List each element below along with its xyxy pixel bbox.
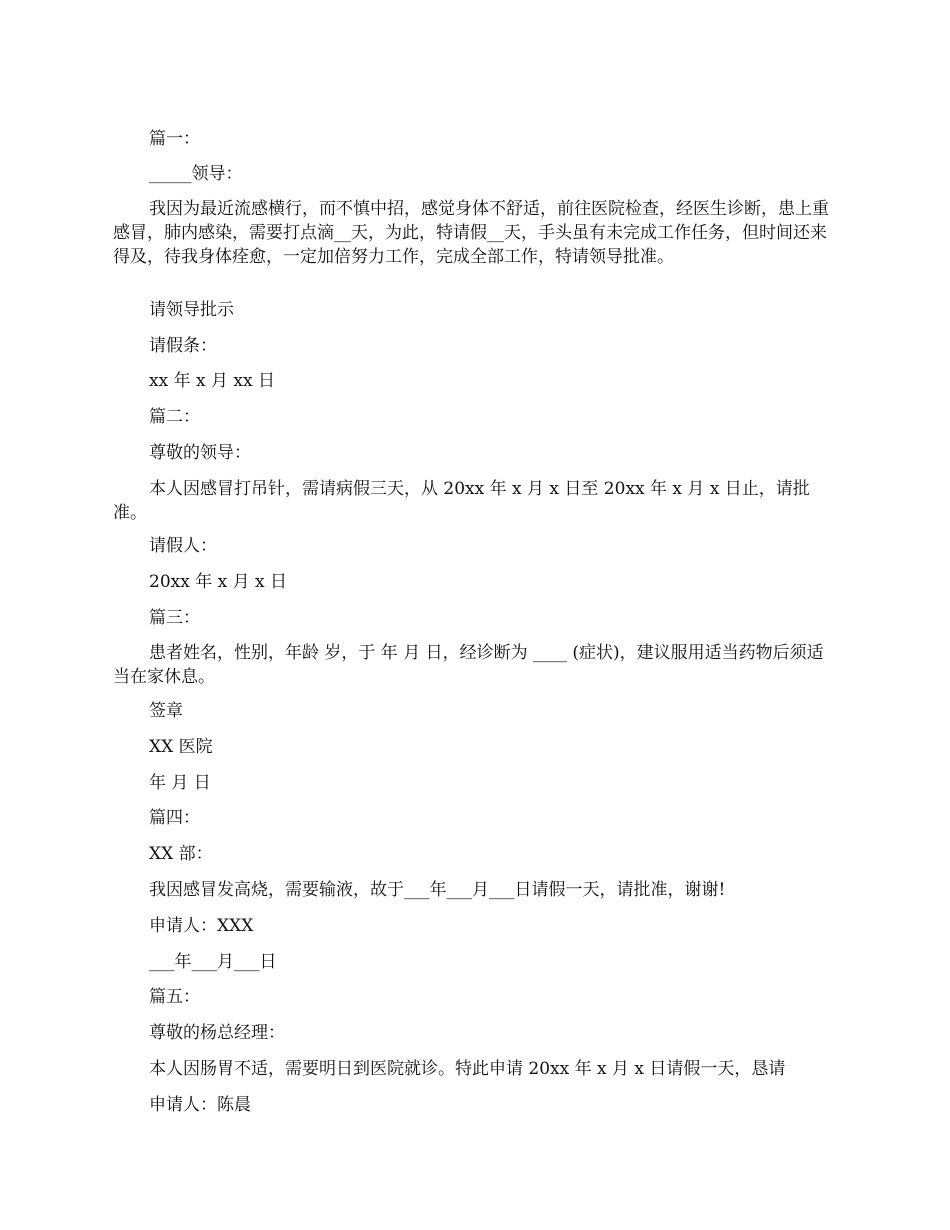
body-paragraph: 本人因肠胃不适，需要明日到医院就诊。特此申请 20xx 年 x 月 x 日请假一天，恳请: [149, 1059, 786, 1079]
hospital-name: XX 医院: [149, 737, 213, 757]
body-paragraph: 患者姓名，性别，年龄 岁，于 年 月 日，经诊断为 ____ (症状)，建议服用适当药物后须适当在家休息。: [113, 643, 824, 687]
leave-note-label: 请假条：: [149, 336, 217, 356]
date-line: 20xx 年 x 月 x 日: [149, 572, 288, 592]
salutation: 尊敬的杨总经理：: [149, 1023, 285, 1043]
department-line: XX 部：: [149, 844, 213, 864]
date-line: ___年___月___日: [149, 952, 277, 972]
section-heading-3: 篇三：: [149, 608, 200, 628]
signature-line: 签章: [149, 701, 183, 721]
body-paragraph: 我因为最近流感横行，而不慎中招，感觉身体不舒适，前往医院检查，经医生诊断，患上重感冒，肺内感染，需要打点滴__天，为此，特请假__天，手头虽有未完成工作任务，但时间还来得及，待我身体痊愈，一定加倍努力工作，完成全部工作，特请领导批准。: [113, 199, 829, 267]
section-heading-2: 篇二：: [149, 407, 200, 427]
applicant-line: 申请人：XXX: [149, 916, 254, 936]
section-heading-1: 篇一：: [149, 129, 200, 149]
applicant-line: 申请人：陈晨: [149, 1095, 251, 1115]
approval-line: 请领导批示: [149, 300, 234, 320]
date-line: xx 年 x 月 xx 日: [149, 371, 275, 391]
section-heading-4: 篇四：: [149, 808, 200, 828]
salutation: _____领导：: [149, 164, 243, 184]
section-heading-5: 篇五：: [149, 987, 200, 1007]
applicant-label: 请假人：: [149, 536, 217, 556]
date-line: 年 月 日: [149, 773, 211, 793]
salutation: 尊敬的领导：: [149, 443, 251, 463]
body-paragraph: 我因感冒发高烧，需要输液，故于___年___月___日请假一天，请批准，谢谢!: [149, 880, 726, 900]
body-paragraph: 本人因感冒打吊针，需请病假三天，从 20xx 年 x 月 x 日至 20xx 年 x 月 x 日止，请批准。: [113, 479, 810, 523]
